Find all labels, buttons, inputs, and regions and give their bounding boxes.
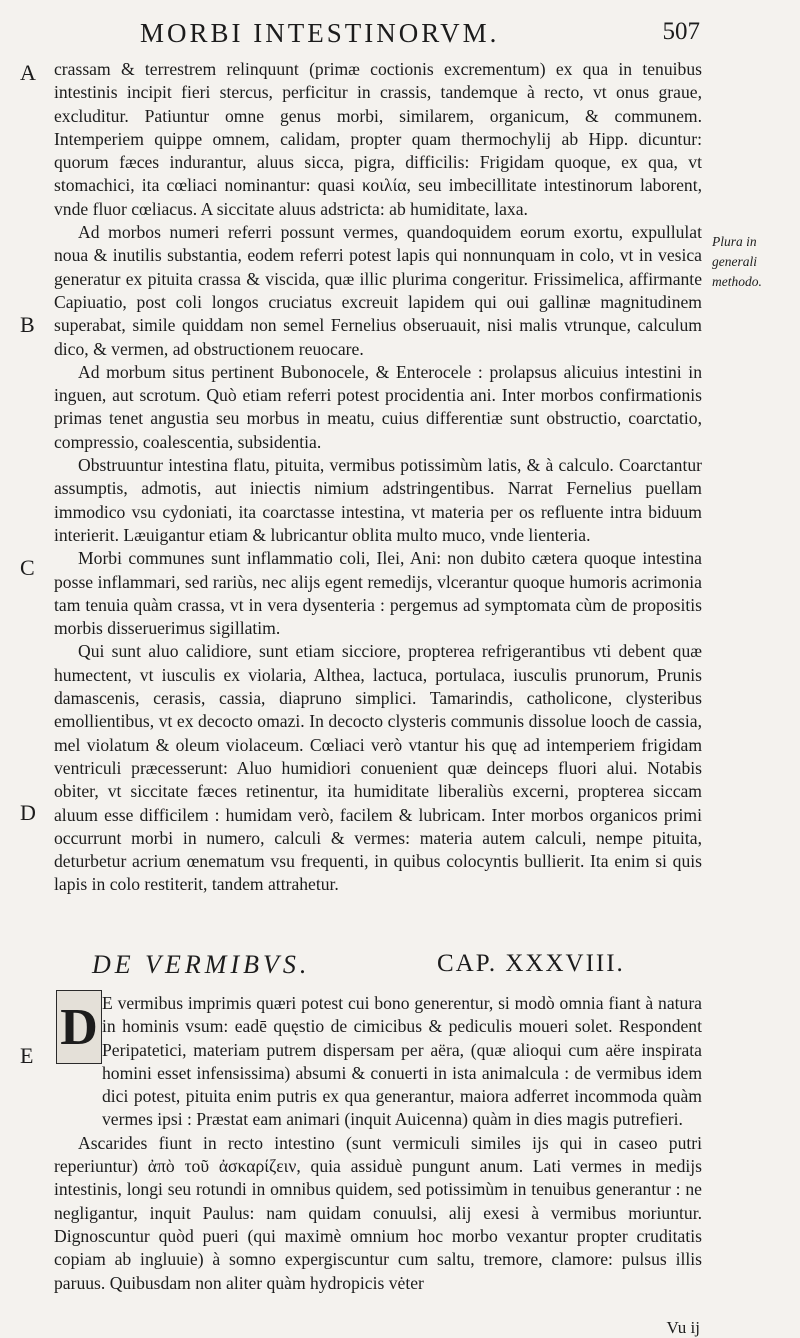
body-text: [54, 58, 702, 897]
paragraph-5: Morbi communes sunt inflammatio coli, Ilei, Ani: non dubito cætera quoque intestina posse inflammari, sed rariùs, nec alijs egent remedijs, vlcerantur quoque humoris acrimonia tam tenuia quàm crassa, vt in vera dysenteria : pergemus ad symptomata cùm de propositis morbis disseruerimus sigillatim.: [54, 548, 702, 639]
margin-letter-c: C: [20, 555, 35, 580]
chapter-lead-paragraph: E vermibus imprimis quæri potest cui bono generentur, si modò omnia fiant à natura in hominis vsum: eadē quęstio de cimicibus & pediculis moueri solet. Respondent Peripatetici, materiam putrem dispersam per aëra, (quæ alioqui cum aëre inspirata homini esset infensissima) absumi & conuerti in ista animalcula : de vermibus idem dici potest, pituita enim putris ex qua generantur, maiora adferret incommoda quàm vermes ipsi : Præstat eam animari (inquit Auicenna) quàm in dies magis putrefieri.: [102, 993, 702, 1130]
drop-cap-initial: D: [56, 990, 102, 1064]
margin-letter-b: B: [20, 312, 35, 337]
chapter-heading: [92, 950, 700, 984]
chapter-text: [54, 992, 702, 1295]
chapter-second-paragraph: Ascarides fiunt in recto intestino (sunt vermiculi similes ijs qui in caseo putri reperiuntur) ἀπὸ τοῦ ἀσκαρίζειν, quia assiduè pungunt anum. Lati vermes in medijs intestinis, longi seu rotundi in omnibus quidem, sed potissimùm in tenuibus generantur : ne negligantur, inquit Paulus: nam quidam conuulsi, alij exesi à vermibus moriuntur. Dignoscuntur quòd pueri (qui maximè omnium hoc morbo vexantur propter cruditatis copiam ab ingluuie) à somno expergiscuntur cum saltu, tremore, clamore: pulsus illis paruus. Quibusdam non aliter quàm hydropicis vėter: [54, 1132, 702, 1293]
page-number: 507: [662, 18, 700, 45]
paragraph-1: crassam & terrestrem relinquunt (primæ coctionis excrementum) ex qua in tenuibus intestinis incipit fieri stercus, perficitur in crassis, tandemque à recto, vt onus graue, excluditur. Patiuntur omne genus morbi, similarem, organicum, & communem. Intemperiem quippe omnem, calidam, propter quam thermochylij ab Hipp. dicuntur: quorum fæces indurantur, aluus sicca, pigra, difficilis: Frigidam quoque, ex qua, vt stomachici, ita cœliaci nominantur: quasi κοιλία, seu imbecillitate intestinorum laborent, vnde fluor cœliacus. A siccitate aluus adstricta: ab humiditate, laxa.: [54, 59, 702, 219]
margin-letter-d: D: [20, 800, 36, 825]
running-head: [140, 18, 700, 52]
paragraph-2: Ad morbos numeri referri possunt vermes, quandoquidem eorum exortu, expullulat noua & inutilis substantia, eodem referri potest lapis qui nonnunquam in colo, vt in vesica generatur ex pituita crassa & viscida, quæ illic plurima congeritur. Frissimelica, affirmante Capiuatio, post coli longos cruciatus excreuit lapidem qui oui gallinæ magnitudinem superabat, simile quiddam non semel Fernelius obseruauit, nisi malis vtrunque, calculum dico, & vermen, ad obstructionem reuocare.: [54, 222, 702, 359]
signature-mark: Vu ij: [666, 1318, 700, 1337]
margin-letter-e: E: [20, 1043, 34, 1068]
chapter-number: CAP. XXXVIII.: [437, 950, 625, 977]
paragraph-6: Qui sunt aluo calidiore, sunt etiam sicciore, propterea refrigerantibus vti debent quæ humectent, vt iusculis ex violaria, Althea, lactuca, portulaca, iusculis prunorum, Prunis damascenis, cerasis, cassia, diapruno simplici. Tamarindis, catholicone, clysteribus emollientibus, vt ex decocto omazi. In decocto clysteris communis dissolue looch de cassia, mel violatum & oleum violaceum. Cœliaci verò vtantur his quę ad intemperiem frigidam ventriculi præcesserunt: Aluo humidiori conuenient quæ deinceps fluori alui. Notabis obiter, vt siccitate fæces retinentur, ita humiditate liberaliùs excerni, propterea siccam aluum esse difficilem : humidam verò, facilem & lubricam. Inter morbos organicos primi occurrunt morbi in numero, calculi & vermes: materia autem calculi, nempe pituita, deturbetur acrium œnematum vsu frequenti, in quibus colocyntis bullierit. Ita enim si quis lapis in colo restiterit, tandem attrahetur.: [54, 641, 702, 895]
paragraph-3: Ad morbum situs pertinent Bubonocele, & Enterocele : prolapsus alicuius intestini in inguen, aut scrotum. Quò etiam referri potest procidentia ani. Inter morbos confirmationis primas tenet angustia seu morbus in meatu, cuius differentiæ sunt obstructio, coarctatio, compressio, coalescentia, subsidentia.: [54, 361, 702, 452]
margin-letter-a: A: [20, 60, 36, 85]
marginal-note: Plura in generali methodo.: [712, 234, 762, 289]
chapter-title: DE VERMIBVS.: [92, 950, 311, 979]
paragraph-4: Obstruuntur intestina flatu, pituita, vermibus potissimùm latis, & à calculo. Coarctantur assumptis, admotis, aut iniectis nimium adstringentibus. Narrat Fernelius puellam immodico vsu cydoniati, ita coarctasse intestina, vt materia per os refluente intra biduum interierit. Læuigantur etiam & lubricantur oblita multo muco, vnde lienteria.: [54, 455, 702, 545]
running-title: MORBI INTESTINORVM.: [140, 18, 500, 48]
